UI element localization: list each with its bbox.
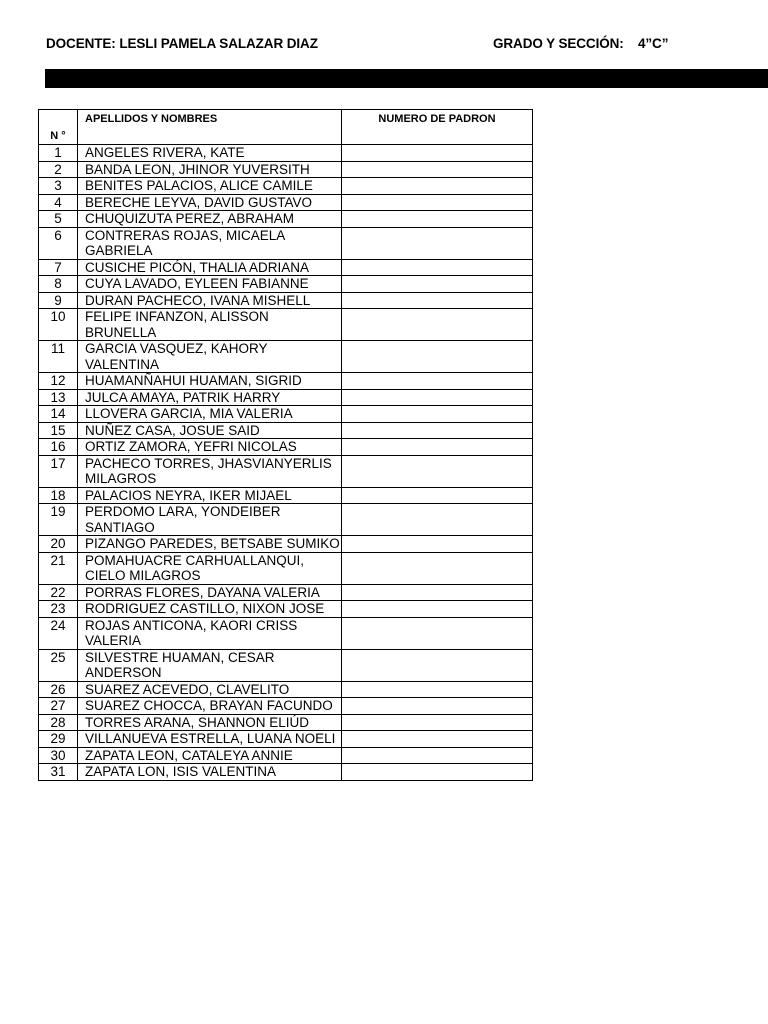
- table-row: [39, 211, 533, 228]
- header-divider-bar: [45, 69, 768, 88]
- padron-number: [342, 389, 533, 406]
- padron-number: [342, 292, 533, 309]
- table-row: [39, 373, 533, 390]
- padron-number: [342, 341, 533, 373]
- padron-number: [342, 601, 533, 618]
- padron-number: [342, 259, 533, 276]
- student-name: PALACIOS NEYRA, IKER MIJAEL: [78, 487, 342, 504]
- padron-number: [342, 178, 533, 195]
- student-name: ORTIZ ZAMORA, YEFRI NICOLAS: [78, 439, 342, 456]
- row-number: 17: [39, 455, 78, 487]
- student-name: GARCIA VASQUEZ, KAHORY VALENTINA: [78, 341, 342, 373]
- padron-number: [342, 731, 533, 748]
- student-name: CUSICHE PICÓN, THALIA ADRIANA: [78, 259, 342, 276]
- padron-number: [342, 145, 533, 162]
- table-row: [39, 764, 533, 781]
- student-name: PACHECO TORRES, JHASVIANYERLIS MILAGROS: [78, 455, 342, 487]
- table-row: [39, 584, 533, 601]
- padron-number: [342, 714, 533, 731]
- row-number: 18: [39, 487, 78, 504]
- row-number: 1: [39, 145, 78, 162]
- column-header-number: N °: [39, 110, 78, 145]
- padron-number: [342, 584, 533, 601]
- student-name: ANGELES RIVERA, KATE: [78, 145, 342, 162]
- student-name: POMAHUACRE CARHUALLANQUI, CIELO MILAGROS: [78, 552, 342, 584]
- table-row: [39, 161, 533, 178]
- student-name: BERECHE LEYVA, DAVID GUSTAVO: [78, 194, 342, 211]
- row-number: 13: [39, 389, 78, 406]
- row-number: 21: [39, 552, 78, 584]
- table-row: [39, 552, 533, 584]
- table-row: [39, 439, 533, 456]
- padron-number: [342, 649, 533, 681]
- table-row: [39, 194, 533, 211]
- table-row: [39, 292, 533, 309]
- table-row: [39, 309, 533, 341]
- table-row: [39, 389, 533, 406]
- row-number: 15: [39, 422, 78, 439]
- table-row: [39, 731, 533, 748]
- column-header-name: APELLIDOS Y NOMBRES: [78, 110, 342, 145]
- table-row: [39, 178, 533, 195]
- padron-number: [342, 455, 533, 487]
- student-roster-table: [38, 109, 533, 781]
- row-number: 7: [39, 259, 78, 276]
- row-number: 25: [39, 649, 78, 681]
- table-row: [39, 601, 533, 618]
- student-name: PIZANGO PAREDES, BETSABE SUMIKO: [78, 536, 342, 553]
- table-row: [39, 455, 533, 487]
- student-name: ZAPATA LEON, CATALEYA ANNIE: [78, 747, 342, 764]
- row-number: 31: [39, 764, 78, 781]
- row-number: 12: [39, 373, 78, 390]
- row-number: 28: [39, 714, 78, 731]
- padron-number: [342, 373, 533, 390]
- row-number: 6: [39, 227, 78, 259]
- padron-number: [342, 698, 533, 715]
- row-number: 4: [39, 194, 78, 211]
- table-row: [39, 714, 533, 731]
- table-row: [39, 341, 533, 373]
- table-row: [39, 747, 533, 764]
- table-row: [39, 504, 533, 536]
- student-name: JULCA AMAYA, PATRIK HARRY: [78, 389, 342, 406]
- padron-number: [342, 406, 533, 423]
- table-row: [39, 145, 533, 162]
- table-row: [39, 681, 533, 698]
- padron-number: [342, 504, 533, 536]
- row-number: 8: [39, 276, 78, 293]
- student-name: VILLANUEVA ESTRELLA, LUANA NOELI: [78, 731, 342, 748]
- table-row: [39, 422, 533, 439]
- grade-section-label: GRADO Y SECCIÓN:: [493, 36, 624, 51]
- student-name: DURAN PACHECO, IVANA MISHELL: [78, 292, 342, 309]
- student-name: ROJAS ANTICONA, KAORI CRISS VALERIA: [78, 617, 342, 649]
- row-number: 23: [39, 601, 78, 618]
- row-number: 9: [39, 292, 78, 309]
- table-row: [39, 698, 533, 715]
- padron-number: [342, 487, 533, 504]
- student-name: CUYA LAVADO, EYLEEN FABIANNE: [78, 276, 342, 293]
- student-name: LLOVERA GARCIA, MIA VALERIA: [78, 406, 342, 423]
- student-name: HUAMANÑAHUI HUAMAN, SIGRID: [78, 373, 342, 390]
- padron-number: [342, 681, 533, 698]
- student-name: SILVESTRE HUAMAN, CESAR ANDERSON: [78, 649, 342, 681]
- row-number: 5: [39, 211, 78, 228]
- padron-number: [342, 194, 533, 211]
- row-number: 2: [39, 161, 78, 178]
- student-name: PERDOMO LARA, YONDEIBER SANTIAGO: [78, 504, 342, 536]
- table-row: [39, 259, 533, 276]
- padron-number: [342, 227, 533, 259]
- table-row: [39, 536, 533, 553]
- student-name: SUAREZ ACEVEDO, CLAVELITO: [78, 681, 342, 698]
- row-number: 14: [39, 406, 78, 423]
- row-number: 19: [39, 504, 78, 536]
- row-number: 10: [39, 309, 78, 341]
- table-row: [39, 649, 533, 681]
- table-row: [39, 276, 533, 293]
- student-name: TORRES ARANA, SHANNON ELIÚD: [78, 714, 342, 731]
- student-name: CHUQUIZUTA PEREZ, ABRAHAM: [78, 211, 342, 228]
- column-header-padron: NUMERO DE PADRON: [342, 110, 533, 145]
- row-number: 3: [39, 178, 78, 195]
- padron-number: [342, 552, 533, 584]
- student-name: PORRAS FLORES, DAYANA VALERIA: [78, 584, 342, 601]
- row-number: 29: [39, 731, 78, 748]
- padron-number: [342, 536, 533, 553]
- row-number: 26: [39, 681, 78, 698]
- table-row: [39, 227, 533, 259]
- padron-number: [342, 309, 533, 341]
- padron-number: [342, 211, 533, 228]
- row-number: 11: [39, 341, 78, 373]
- row-number: 20: [39, 536, 78, 553]
- teacher-label: DOCENTE: LESLI PAMELA SALAZAR DIAZ: [46, 36, 318, 51]
- table-row: [39, 487, 533, 504]
- student-name: NUÑEZ CASA, JOSUE SAID: [78, 422, 342, 439]
- padron-number: [342, 764, 533, 781]
- padron-number: [342, 161, 533, 178]
- grade-section-value: 4”C”: [638, 36, 669, 51]
- row-number: 30: [39, 747, 78, 764]
- padron-number: [342, 439, 533, 456]
- student-name: BANDA LEON, JHINOR YUVERSITH: [78, 161, 342, 178]
- padron-number: [342, 747, 533, 764]
- row-number: 27: [39, 698, 78, 715]
- padron-number: [342, 617, 533, 649]
- table-header-row: [39, 110, 533, 145]
- student-name: SUAREZ CHOCCA, BRAYAN FACUNDO: [78, 698, 342, 715]
- padron-number: [342, 276, 533, 293]
- row-number: 22: [39, 584, 78, 601]
- roster-body: [39, 110, 533, 781]
- student-name: RODRIGUEZ CASTILLO, NIXON JOSE: [78, 601, 342, 618]
- student-name: CONTRERAS ROJAS, MICAELA GABRIELA: [78, 227, 342, 259]
- student-name: FELIPE INFANZON, ALISSON BRUNELLA: [78, 309, 342, 341]
- student-name: BENITES PALACIOS, ALICE CAMILE: [78, 178, 342, 195]
- student-name: ZAPATA LON, ISIS VALENTINA: [78, 764, 342, 781]
- table-row: [39, 617, 533, 649]
- padron-number: [342, 422, 533, 439]
- row-number: 16: [39, 439, 78, 456]
- row-number: 24: [39, 617, 78, 649]
- table-row: [39, 406, 533, 423]
